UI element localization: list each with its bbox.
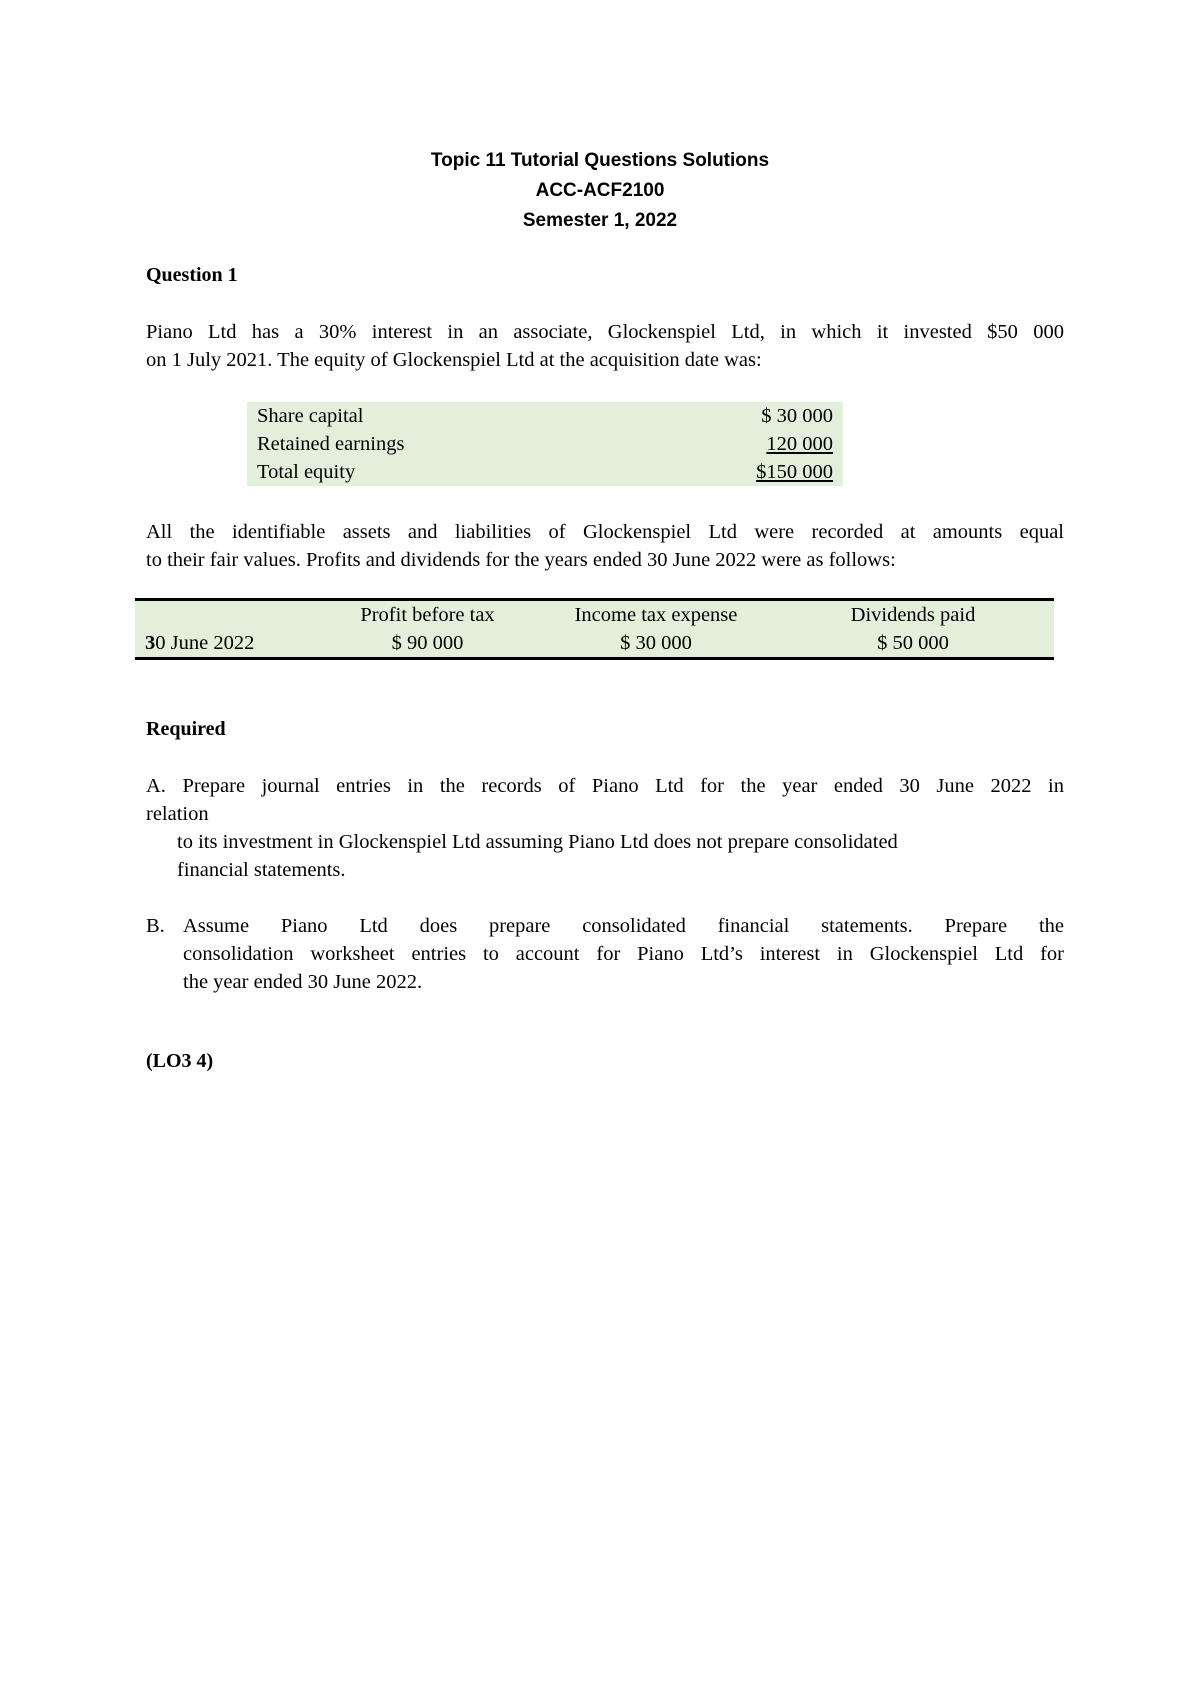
profits-table [135, 598, 1054, 660]
equity-table [247, 402, 843, 486]
equity-label: Share capital [257, 405, 364, 427]
title-block [0, 146, 1200, 236]
equity-row [247, 430, 843, 458]
required-part-a [146, 772, 1064, 884]
fair-value-line: to their fair values. Profits and dividends for the years ended 30 June 2022 were as follows: [146, 549, 896, 571]
part-b-line: the year ended 30 June 2022. [183, 971, 423, 993]
equity-value: $150 000 [756, 461, 833, 483]
required-heading: Required [146, 718, 226, 740]
fair-value-paragraph [146, 518, 1064, 574]
profits-header-row [135, 601, 1054, 629]
profits-dividends: $ 50 000 [877, 632, 949, 654]
part-b-text [183, 912, 1064, 996]
semester-label: Semester 1, 2022 [522, 210, 678, 231]
equity-label: Retained earnings [257, 433, 405, 455]
profits-data-row [135, 629, 1054, 657]
profits-header: Profit before tax [360, 604, 495, 626]
part-a-line: to its investment in Glockenspiel Ltd assuming Piano Ltd does not prepare consolidated [177, 831, 898, 853]
profits-header-blank [135, 601, 315, 629]
part-b-line: Assume Piano Ltd does prepare consolidated financial statements. Prepare the [183, 915, 1064, 937]
profits-header: Dividends paid [850, 604, 976, 626]
profits-tax: $ 30 000 [620, 632, 692, 654]
profits-year-bold: 3 [145, 632, 156, 654]
part-b-label: B. [146, 915, 165, 937]
course-code: ACC-ACF2100 [535, 180, 665, 201]
equity-label: Total equity [257, 461, 356, 483]
learning-outcome: (LO3 4) [146, 1050, 214, 1072]
fair-value-line: All the identifiable assets and liabilities of Glockenspiel Ltd were recorded at amounts equal [146, 521, 1064, 543]
equity-row [247, 402, 843, 430]
part-b-line: consolidation worksheet entries to account for Piano Ltd’s interest in Glockenspiel Ltd for [183, 943, 1064, 965]
profits-year [135, 629, 315, 657]
required-part-b [146, 912, 1064, 996]
equity-row [247, 458, 843, 486]
intro-line: Piano Ltd has a 30% interest in an associate, Glockenspiel Ltd, in which it invested $50 000 [146, 321, 1064, 343]
equity-value: $ 30 000 [761, 405, 833, 427]
profits-year-rest: 0 June 2022 [155, 632, 255, 654]
part-a-line: relation [146, 803, 209, 825]
profits-profit: $ 90 000 [391, 632, 464, 654]
intro-paragraph [146, 318, 1064, 374]
part-a-first-line: A. Prepare journal entries in the records of Piano Ltd for the year ended 30 June 2022 in [146, 775, 1064, 797]
question-heading: Question 1 [146, 264, 238, 286]
equity-value: 120 000 [766, 433, 833, 455]
part-a-line: financial statements. [177, 859, 346, 881]
intro-line: on 1 July 2021. The equity of Glockenspiel Ltd at the acquisition date was: [146, 349, 762, 371]
profits-header: Income tax expense [574, 604, 738, 626]
document-title: Topic 11 Tutorial Questions Solutions [430, 150, 770, 171]
